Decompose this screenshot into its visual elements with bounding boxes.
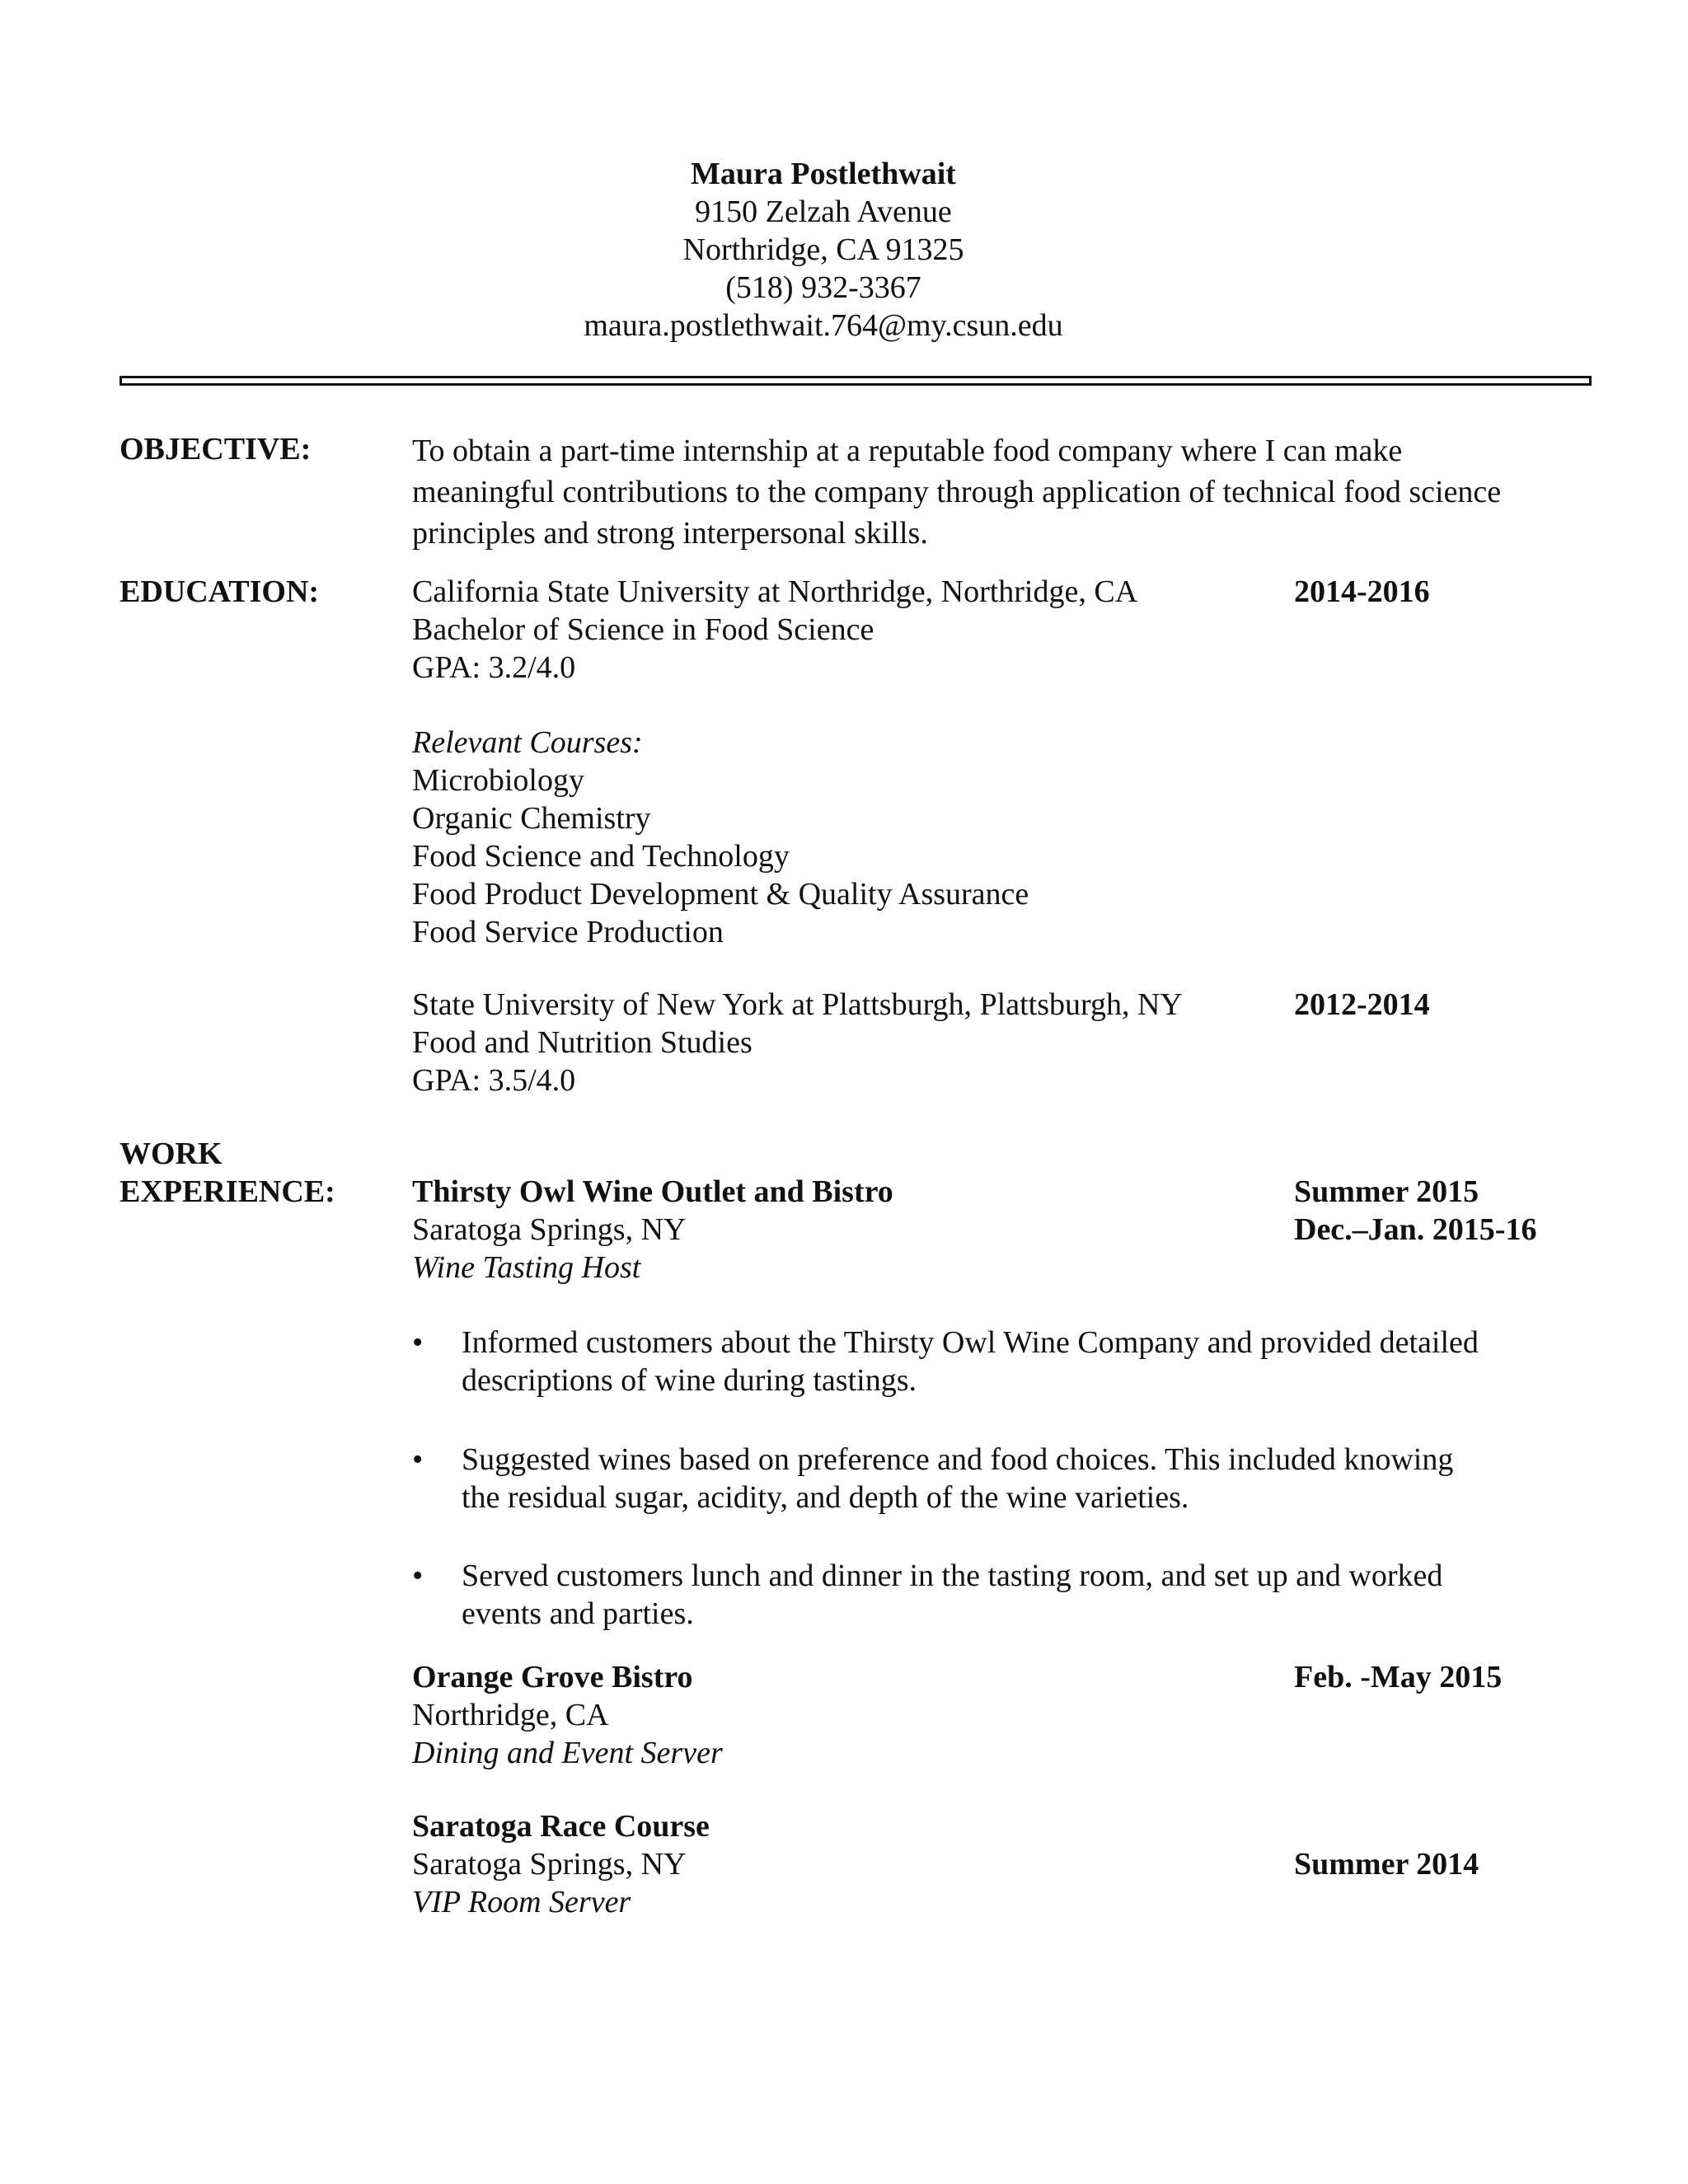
job-title: VIP Room Server	[412, 1885, 631, 1919]
course-item: Food Service Production	[412, 915, 724, 949]
job-2	[412, 1658, 723, 1772]
course-item: Microbiology	[412, 763, 584, 798]
school-2-dates: 2012-2014	[1294, 987, 1430, 1022]
work-label-line: EXPERIENCE:	[120, 1174, 335, 1209]
course-item: Food Science and Technology	[412, 839, 790, 874]
school-name: State University of New York at Plattsburgh, Plattsburgh, NY	[412, 987, 1183, 1022]
contact-header	[0, 155, 1647, 344]
degree: Food and Nutrition Studies	[412, 1025, 753, 1060]
bullet-text: Informed customers about the Thirsty Owl Wine Company and provided detailed	[462, 1325, 1479, 1360]
job-1	[412, 1173, 893, 1286]
bullet-text: descriptions of wine during tastings.	[462, 1363, 917, 1398]
bullet-icon: •	[412, 1442, 424, 1477]
applicant-name: Maura Postlethwait	[691, 157, 956, 191]
job-title: Wine Tasting Host	[412, 1250, 641, 1285]
duty-bullet	[412, 1557, 1566, 1633]
employer-name: Saratoga Race Course	[412, 1809, 710, 1844]
school-name: California State University at Northridge, Northridge, CA	[412, 574, 1138, 609]
course-item: Organic Chemistry	[412, 801, 651, 836]
employer-name: Thirsty Owl Wine Outlet and Bistro	[412, 1174, 893, 1209]
employer-location: Northridge, CA	[412, 1698, 609, 1732]
school-2	[412, 986, 1183, 1099]
school-1	[412, 573, 1137, 687]
job-title: Dining and Event Server	[412, 1736, 723, 1770]
objective-line: To obtain a part-time internship at a reputable food company where I can make	[412, 434, 1403, 468]
work-experience-label	[120, 1135, 335, 1211]
employer-name: Orange Grove Bistro	[412, 1660, 693, 1694]
job-date: Summer 2015	[1294, 1174, 1479, 1209]
course-item: Food Product Development & Quality Assurance	[412, 877, 1029, 912]
employer-location: Saratoga Springs, NY	[412, 1212, 687, 1247]
job-2-dates: Feb. -May 2015	[1294, 1660, 1503, 1694]
objective-line: principles and strong interpersonal skills.	[412, 516, 928, 551]
objective-line: meaningful contributions to the company through application of technical food science	[412, 475, 1502, 509]
job-3-dates: Summer 2014	[1294, 1847, 1479, 1882]
education-label: EDUCATION:	[120, 574, 320, 609]
bullet-icon: •	[412, 1558, 424, 1593]
city-state-zip: Northridge, CA 91325	[682, 232, 964, 267]
bullet-text: Suggested wines based on preference and food choices. This included knowing	[462, 1442, 1454, 1477]
work-label-line: WORK	[120, 1137, 223, 1171]
bullet-text: the residual sugar, acidity, and depth of the wine varieties.	[462, 1480, 1189, 1515]
duty-bullet	[412, 1324, 1566, 1399]
employer-location: Saratoga Springs, NY	[412, 1847, 687, 1882]
bullet-icon: •	[412, 1325, 424, 1360]
degree: Bachelor of Science in Food Science	[412, 612, 874, 647]
courses-heading: Relevant Courses:	[412, 725, 643, 760]
school-1-dates: 2014-2016	[1294, 574, 1430, 609]
job-3	[412, 1807, 710, 1921]
relevant-courses	[412, 724, 1029, 951]
gpa: GPA: 3.2/4.0	[412, 650, 576, 685]
objective-label: OBJECTIVE:	[120, 432, 312, 466]
job-1-dates	[1294, 1173, 1536, 1249]
bullet-text: Served customers lunch and dinner in the tasting room, and set up and worked	[462, 1558, 1443, 1593]
job-date: Dec.–Jan. 2015-16	[1294, 1212, 1537, 1247]
objective-text	[412, 430, 1501, 554]
duty-bullet	[412, 1441, 1566, 1516]
email-address: maura.postlethwait.764@my.csun.edu	[584, 308, 1063, 343]
gpa: GPA: 3.5/4.0	[412, 1063, 576, 1098]
street-address: 9150 Zelzah Avenue	[695, 194, 952, 229]
bullet-text: events and parties.	[462, 1596, 694, 1631]
header-divider	[120, 376, 1592, 386]
phone-number: (518) 932-3367	[725, 270, 921, 305]
